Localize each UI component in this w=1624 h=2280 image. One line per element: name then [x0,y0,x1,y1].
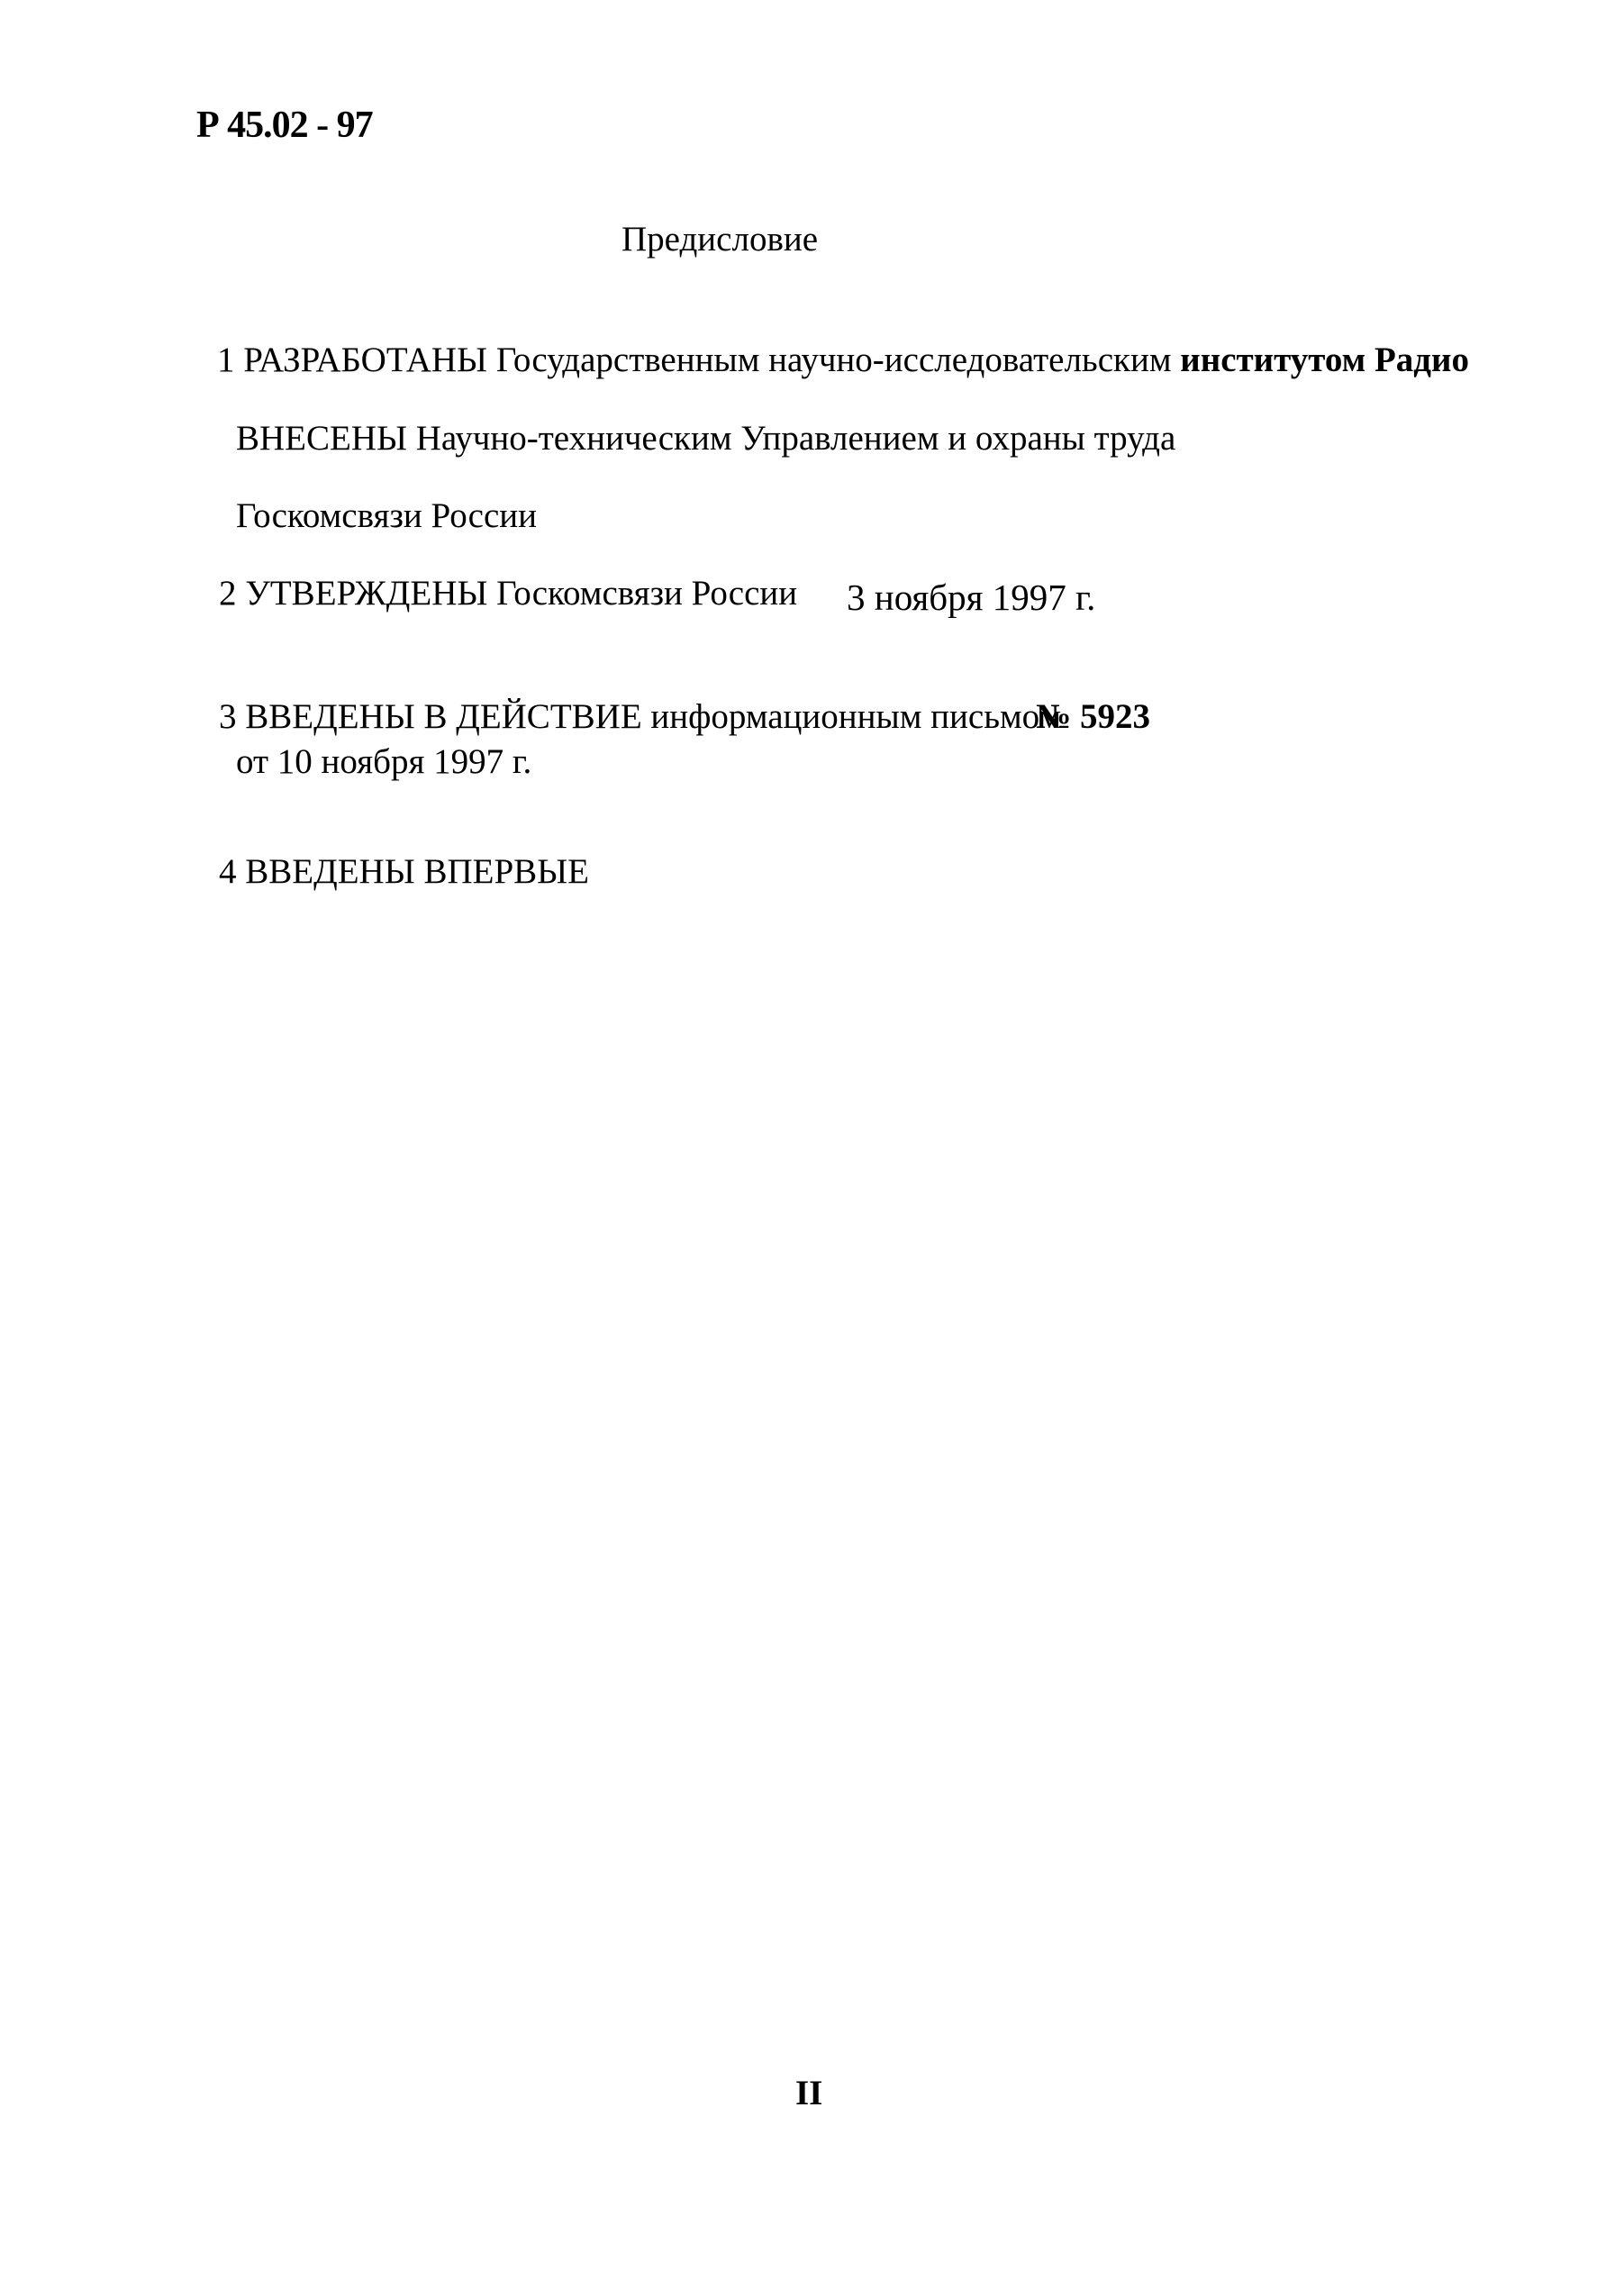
item-2-date: 3 ноября 1997 г. [847,577,1096,618]
page-number: II [795,2074,823,2112]
item-3-date: от 10 ноября 1997 г. [236,742,532,781]
item-4-first-introduced: 4 ВВЕДЕНЫ ВПЕРВЫЕ [219,852,589,891]
item-1-introduced-cont: Госкомсвязи России [236,496,538,535]
item-1-developed [217,342,1469,377]
item-2-prefix: 2 УТВЕРЖДЕНЫ [219,574,497,613]
item-1-introduced [236,421,1175,456]
item-1b-prefix: ВНЕСЕНЫ [236,419,416,458]
item-3-prefix: 3 ВВЕДЕНЫ В ДЕЙСТВИЕ [219,697,651,736]
section-heading: Предисловие [621,220,819,259]
item-1-bold-tail: институтом Радио [1180,341,1470,379]
item-1b-text: Научно-техническим Управлением и охраны труда [415,419,1176,458]
item-3-letter-number: № 5923 [1036,697,1150,736]
item-1-text: Государственным научно-исследовательским [495,341,1181,379]
item-3-enacted [219,699,1061,734]
item-2-approved [219,576,797,611]
document-code: Р 45.02 - 97 [196,104,373,146]
item-3-text: информационным письмом [650,697,1062,736]
item-1-prefix: 1 РАЗРАБОТАНЫ [217,341,496,379]
item-2-text: Госкомсвязи России [496,574,798,613]
